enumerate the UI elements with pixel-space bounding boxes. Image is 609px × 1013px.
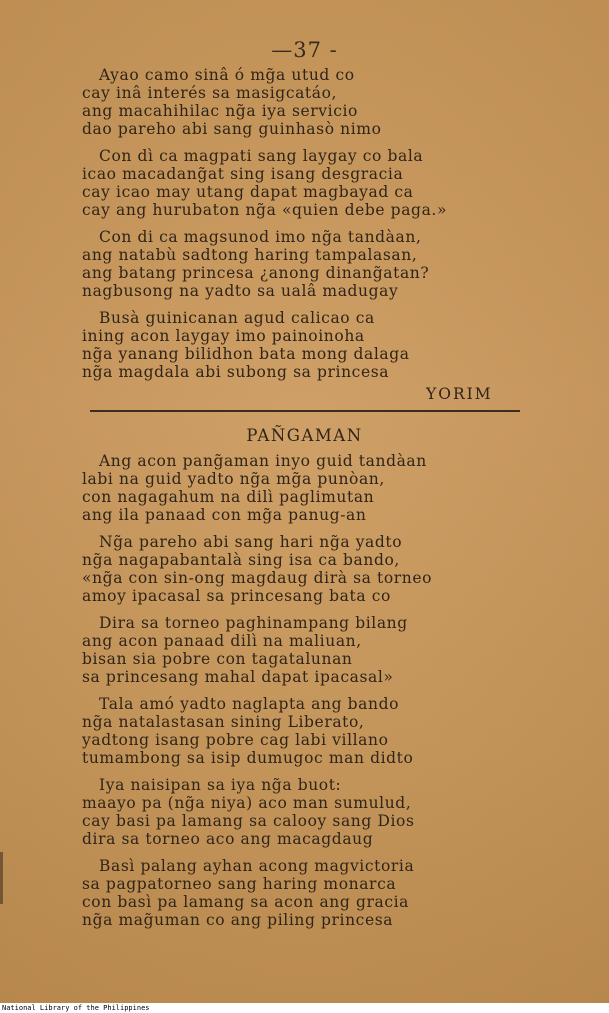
poem-line: cay icao may utang dapat magbayad ca bbox=[82, 183, 414, 201]
stanza bbox=[82, 533, 502, 605]
poem-line: Ayao camo sinâ ó mg̃a utud co bbox=[99, 66, 355, 84]
poem-line: con basì pa lamang sa acon ang gracia bbox=[82, 893, 409, 911]
stanza bbox=[82, 857, 502, 929]
stanza bbox=[82, 309, 502, 381]
section-divider bbox=[90, 410, 520, 412]
poem-line: dira sa torneo aco ang macagdaug bbox=[82, 830, 374, 848]
poem-line: ng̃a natalastasan sining Liberato, bbox=[82, 713, 365, 731]
poem-line: bisan sia pobre con tagatalunan bbox=[82, 650, 353, 668]
poem-line: labi na guid yadto ng̃a mg̃a punòan, bbox=[82, 470, 385, 488]
stanza bbox=[82, 228, 502, 300]
poem-line: Con dì ca magpati sang laygay co bala bbox=[99, 147, 424, 165]
top-poem bbox=[82, 66, 502, 390]
poem-line: cay basi pa lamang sa calooy sang Dios bbox=[82, 812, 415, 830]
poem-line: sa princesang mahal dapat ipacasal» bbox=[82, 668, 394, 686]
binding-edge-mark bbox=[0, 852, 3, 904]
poem-line: ang natabù sadtong haring tampalasan, bbox=[82, 246, 418, 264]
poem-line: icao macadang̃at sing isang desgracia bbox=[82, 165, 404, 183]
library-footer: National Library of the Philippines bbox=[2, 1004, 150, 1012]
poem-line: Iya naisipan sa iya ng̃a buot: bbox=[99, 776, 342, 794]
poem-line: ang acon panaad dilì na maliuan, bbox=[82, 632, 362, 650]
poem-line: Con di ca magsunod imo ng̃a tandàan, bbox=[99, 228, 422, 246]
stanza bbox=[82, 614, 502, 686]
stanza bbox=[82, 66, 502, 138]
poem-line: sa pagpatorneo sang haring monarca bbox=[82, 875, 397, 893]
page-number: —37 - bbox=[271, 38, 338, 62]
poem-line: ining acon laygay imo painoinoha bbox=[82, 327, 365, 345]
poem-line: ang macahihilac ng̃a iya servicio bbox=[82, 102, 358, 120]
poem-line: amoy ipacasal sa princesang bata co bbox=[82, 587, 391, 605]
poem-line: ng̃a nagapabantalà sing isa ca bando, bbox=[82, 551, 400, 569]
poem-line: maayo pa (ng̃a niya) aco man sumulud, bbox=[82, 794, 412, 812]
poem-line: ng̃a yanang bilidhon bata mong dalaga bbox=[82, 345, 410, 363]
poem-line: cay ang hurubaton ng̃a «quien debe paga.» bbox=[82, 201, 448, 219]
stanza bbox=[82, 452, 502, 524]
poem-line: Basì palang ayhan acong magvictoria bbox=[99, 857, 415, 875]
stanza bbox=[82, 695, 502, 767]
poem-line: Ang acon pang̃aman inyo guid tandàan bbox=[99, 452, 427, 470]
author-signature: YORIM bbox=[426, 385, 493, 403]
poem-line: ang ila panaad con mg̃a panug-an bbox=[82, 506, 367, 524]
poem-line: dao pareho abi sang guinhasò nimo bbox=[82, 120, 382, 138]
stanza bbox=[82, 147, 502, 219]
second-poem bbox=[82, 452, 502, 938]
poem-line: tumambong sa isip dumugoc man didto bbox=[82, 749, 414, 767]
poem-line: ang batang princesa ¿anong dinang̃atan? bbox=[82, 264, 430, 282]
poem-line: Ng̃a pareho abi sang hari ng̃a yadto bbox=[99, 533, 403, 551]
poem-line: cay inâ interés sa masigcatáo, bbox=[82, 84, 338, 102]
poem-line: «ng̃a con sin-ong magdaug dirà sa torneo bbox=[82, 569, 433, 587]
poem-line: con nagagahum na dilì paglimutan bbox=[82, 488, 375, 506]
poem-line: Dira sa torneo paghinampang bilang bbox=[99, 614, 408, 632]
poem-line: yadtong isang pobre cag labi villano bbox=[82, 731, 389, 749]
poem-line: Busà guinicanan agud calicao ca bbox=[99, 309, 375, 327]
section-title: PAÑGAMAN bbox=[246, 426, 363, 445]
poem-line: ng̃a magdala abi subong sa princesa bbox=[82, 363, 390, 381]
poem-line: nagbusong na yadto sa ualâ madugay bbox=[82, 282, 399, 300]
stanza bbox=[82, 776, 502, 848]
poem-line: Tala amó yadto naglapta ang bando bbox=[99, 695, 400, 713]
poem-line: ng̃a mag̃uman co ang piling princesa bbox=[82, 911, 394, 929]
